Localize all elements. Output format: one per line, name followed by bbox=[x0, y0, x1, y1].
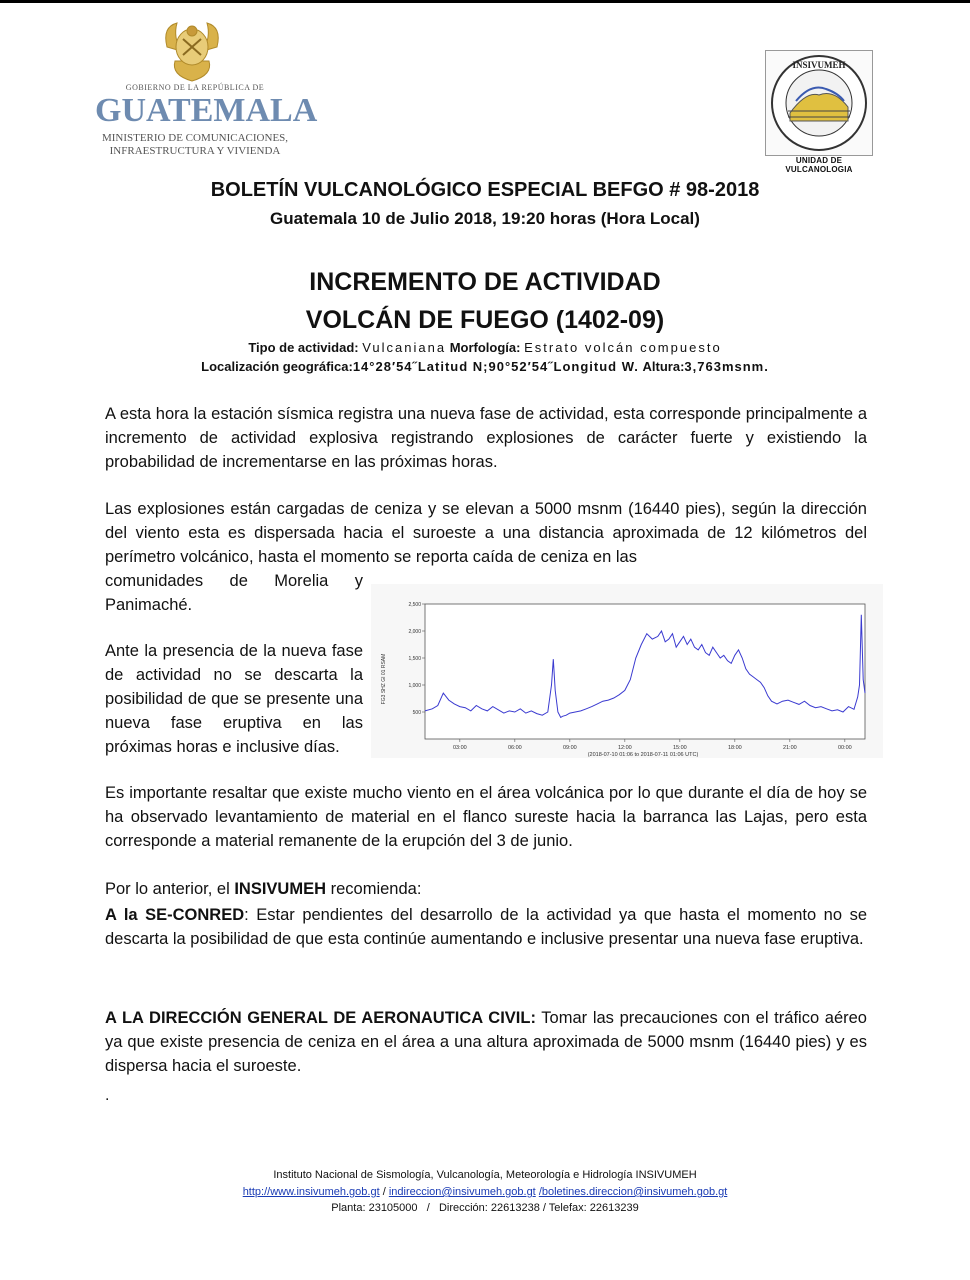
footer-email-link[interactable]: indireccion@insivumeh.gob.gt bbox=[388, 1186, 536, 1198]
headline-line1: INCREMENTO DE ACTIVIDAD bbox=[309, 268, 661, 296]
footer-url-link[interactable]: http://www.insivumeh.gob.gt bbox=[242, 1186, 380, 1198]
footer-email2-link[interactable]: /boletines.direccion@insivumeh.gob.gt bbox=[538, 1186, 728, 1198]
insivumeh-seal-icon bbox=[766, 51, 872, 155]
insivumeh-emblem bbox=[765, 50, 873, 156]
gov-name: GUATEMALA bbox=[95, 92, 318, 129]
bulletin-date: Guatemala 10 de Julio 2018, 19:20 horas (Hora Local) bbox=[270, 209, 700, 228]
footer-phone: Planta: 23105000 bbox=[331, 1202, 418, 1214]
recommend-pre: Por lo anterior, el bbox=[105, 880, 235, 898]
coat-of-arms-icon bbox=[157, 17, 227, 85]
unit-caption: UNIDAD DE VULCANOLOGIA bbox=[785, 156, 853, 174]
conred-text: : Estar pendientes del desarrollo de la actividad ya que hasta el momento no se descarta la posibilidad de que esta continúe aumentando e inclusive presentar una nueva fase eruptiva. bbox=[105, 906, 867, 948]
insivumeh-ring-text: INSIVUMEH bbox=[792, 60, 846, 70]
bulletin-title: BOLETÍN VULCANOLÓGICO ESPECIAL BEFGO # 98-2018 bbox=[210, 179, 760, 201]
headline-line2: VOLCÁN DE FUEGO (1402-09) bbox=[305, 306, 665, 334]
paragraph-conred bbox=[105, 903, 867, 951]
y-tick-label: 500 bbox=[412, 710, 421, 716]
morphology-value: Estrato volcán compuesto bbox=[524, 340, 722, 355]
x-tick-label: 09:00 bbox=[562, 745, 577, 751]
x-tick-label: 12:00 bbox=[617, 745, 632, 751]
ministry-name bbox=[95, 132, 295, 158]
rsam-chart bbox=[371, 584, 883, 758]
paragraph-wind: Es importante resaltar que existe mucho viento en el área volcánica por lo que durante el día de hoy se ha observado levantamiento de material en el flanco sureste hacia la barranca las Lajas, pero esta corresponde a material remanente de la erupción del 3 de junio. bbox=[105, 784, 867, 850]
y-tick-label: 2,000 bbox=[408, 629, 421, 635]
footer-contact: Dirección: 22613238 / Telefax: 22613239 bbox=[438, 1202, 639, 1214]
x-tick-label: 06:00 bbox=[507, 745, 522, 751]
conred-label: A la SE-CONRED bbox=[105, 906, 245, 924]
location-label: Localización geográfica: bbox=[201, 359, 353, 374]
location-value: 14°28′54˝Latitud N;90°52′54˝Longitud W. bbox=[352, 359, 639, 374]
rsam-chart-svg bbox=[371, 584, 883, 758]
activity-label: Tipo de actividad: bbox=[248, 340, 359, 355]
altitude-value: 3,763msnm. bbox=[684, 359, 769, 374]
paragraph-ash: Las explosiones están cargadas de ceniza y se elevan a 5000 msnm (16440 pies), según la dirección del viento esta es dispersada hacia el suroeste a una distancia aproximada de 12 kilómetros del perímetro volcánico, hasta el momento se reporta caída de ceniza en las bbox=[105, 500, 867, 566]
activity-value: Vulcaniana bbox=[362, 340, 447, 355]
footer-links: http://www.insivumeh.gob.gt / indireccion@insivumeh.gob.gt /boletines.direccion@insivumeh.gob.gt bbox=[242, 1186, 728, 1198]
gov-small-text: GOBIERNO DE LA REPÚBLICA DE bbox=[125, 83, 265, 92]
insivumeh-logo bbox=[765, 50, 873, 172]
recommend-insivumeh: INSIVUMEH bbox=[234, 880, 327, 898]
altitude-label: Altura: bbox=[642, 359, 685, 374]
paragraph-aeronautica bbox=[105, 1006, 867, 1078]
government-logo bbox=[95, 17, 318, 167]
ministry-line1: MINISTERIO DE COMUNICACIONES, bbox=[101, 132, 289, 144]
ministry-line2: INFRAESTRUCTURA Y VIVIENDA bbox=[109, 145, 281, 157]
footer-institute: Instituto Nacional de Sismología, Vulcanología, Meteorología e Hidrología INSIVUMEH bbox=[273, 1169, 697, 1181]
aeronautica-label: A LA DIRECCIÓN GENERAL DE AERONAUTICA CIVIL: bbox=[105, 1009, 536, 1027]
paragraph-ash-communities: comunidades de Morelia y Panimaché. bbox=[105, 572, 363, 614]
x-tick-label: 03:00 bbox=[452, 745, 467, 751]
paragraph-activity: A esta hora la estación sísmica registra una nueva fase de actividad, esta corresponde principalmente a incremento de actividad explosiva registrando explosiones de carácter fuerte y existiendo la probabilidad de incrementarse en las próximas horas. bbox=[105, 405, 867, 471]
y-tick-label: 2,500 bbox=[408, 602, 421, 608]
chart-plot-area bbox=[425, 604, 865, 739]
x-tick-label: 18:00 bbox=[727, 745, 742, 751]
footer-phones: Planta: 23105000 / Dirección: 22613238 / Telefax: 22613239 bbox=[331, 1202, 639, 1214]
bulletin-page bbox=[0, 3, 970, 1280]
y-tick-label: 1,500 bbox=[408, 656, 421, 662]
paragraph-recommend-intro bbox=[105, 877, 867, 901]
x-tick-label: 15:00 bbox=[672, 745, 687, 751]
activity-meta bbox=[0, 340, 970, 355]
trailing-dot: . bbox=[105, 1087, 110, 1104]
location-meta bbox=[0, 359, 970, 374]
y-tick-label: 1,000 bbox=[408, 683, 421, 689]
chart-ylabel: FG3 SHZ GI 01 RSAM bbox=[381, 653, 387, 705]
aeronautica-text: Tomar las precauciones con el tráfico aéreo ya que existe presencia de ceniza en el área a una altura aproximada de 5000 msnm (16440 pies) y es dispersa hacia el suroeste. bbox=[105, 1009, 867, 1075]
x-tick-label: 00:00 bbox=[837, 745, 852, 751]
paragraph-eruptive-phase: Ante la presencia de la nueva fase de actividad no se descarta la posibilidad de que se presente una nueva fase eruptiva en las próximas horas e inclusive días. bbox=[105, 642, 363, 756]
x-tick-label: 21:00 bbox=[782, 745, 797, 751]
morphology-label: Morfología: bbox=[449, 340, 521, 355]
recommend-post: recomienda: bbox=[326, 880, 422, 898]
chart-xlabel: (2018-07-10 01:06 to 2018-07-11 01:06 UTC) bbox=[587, 752, 699, 758]
